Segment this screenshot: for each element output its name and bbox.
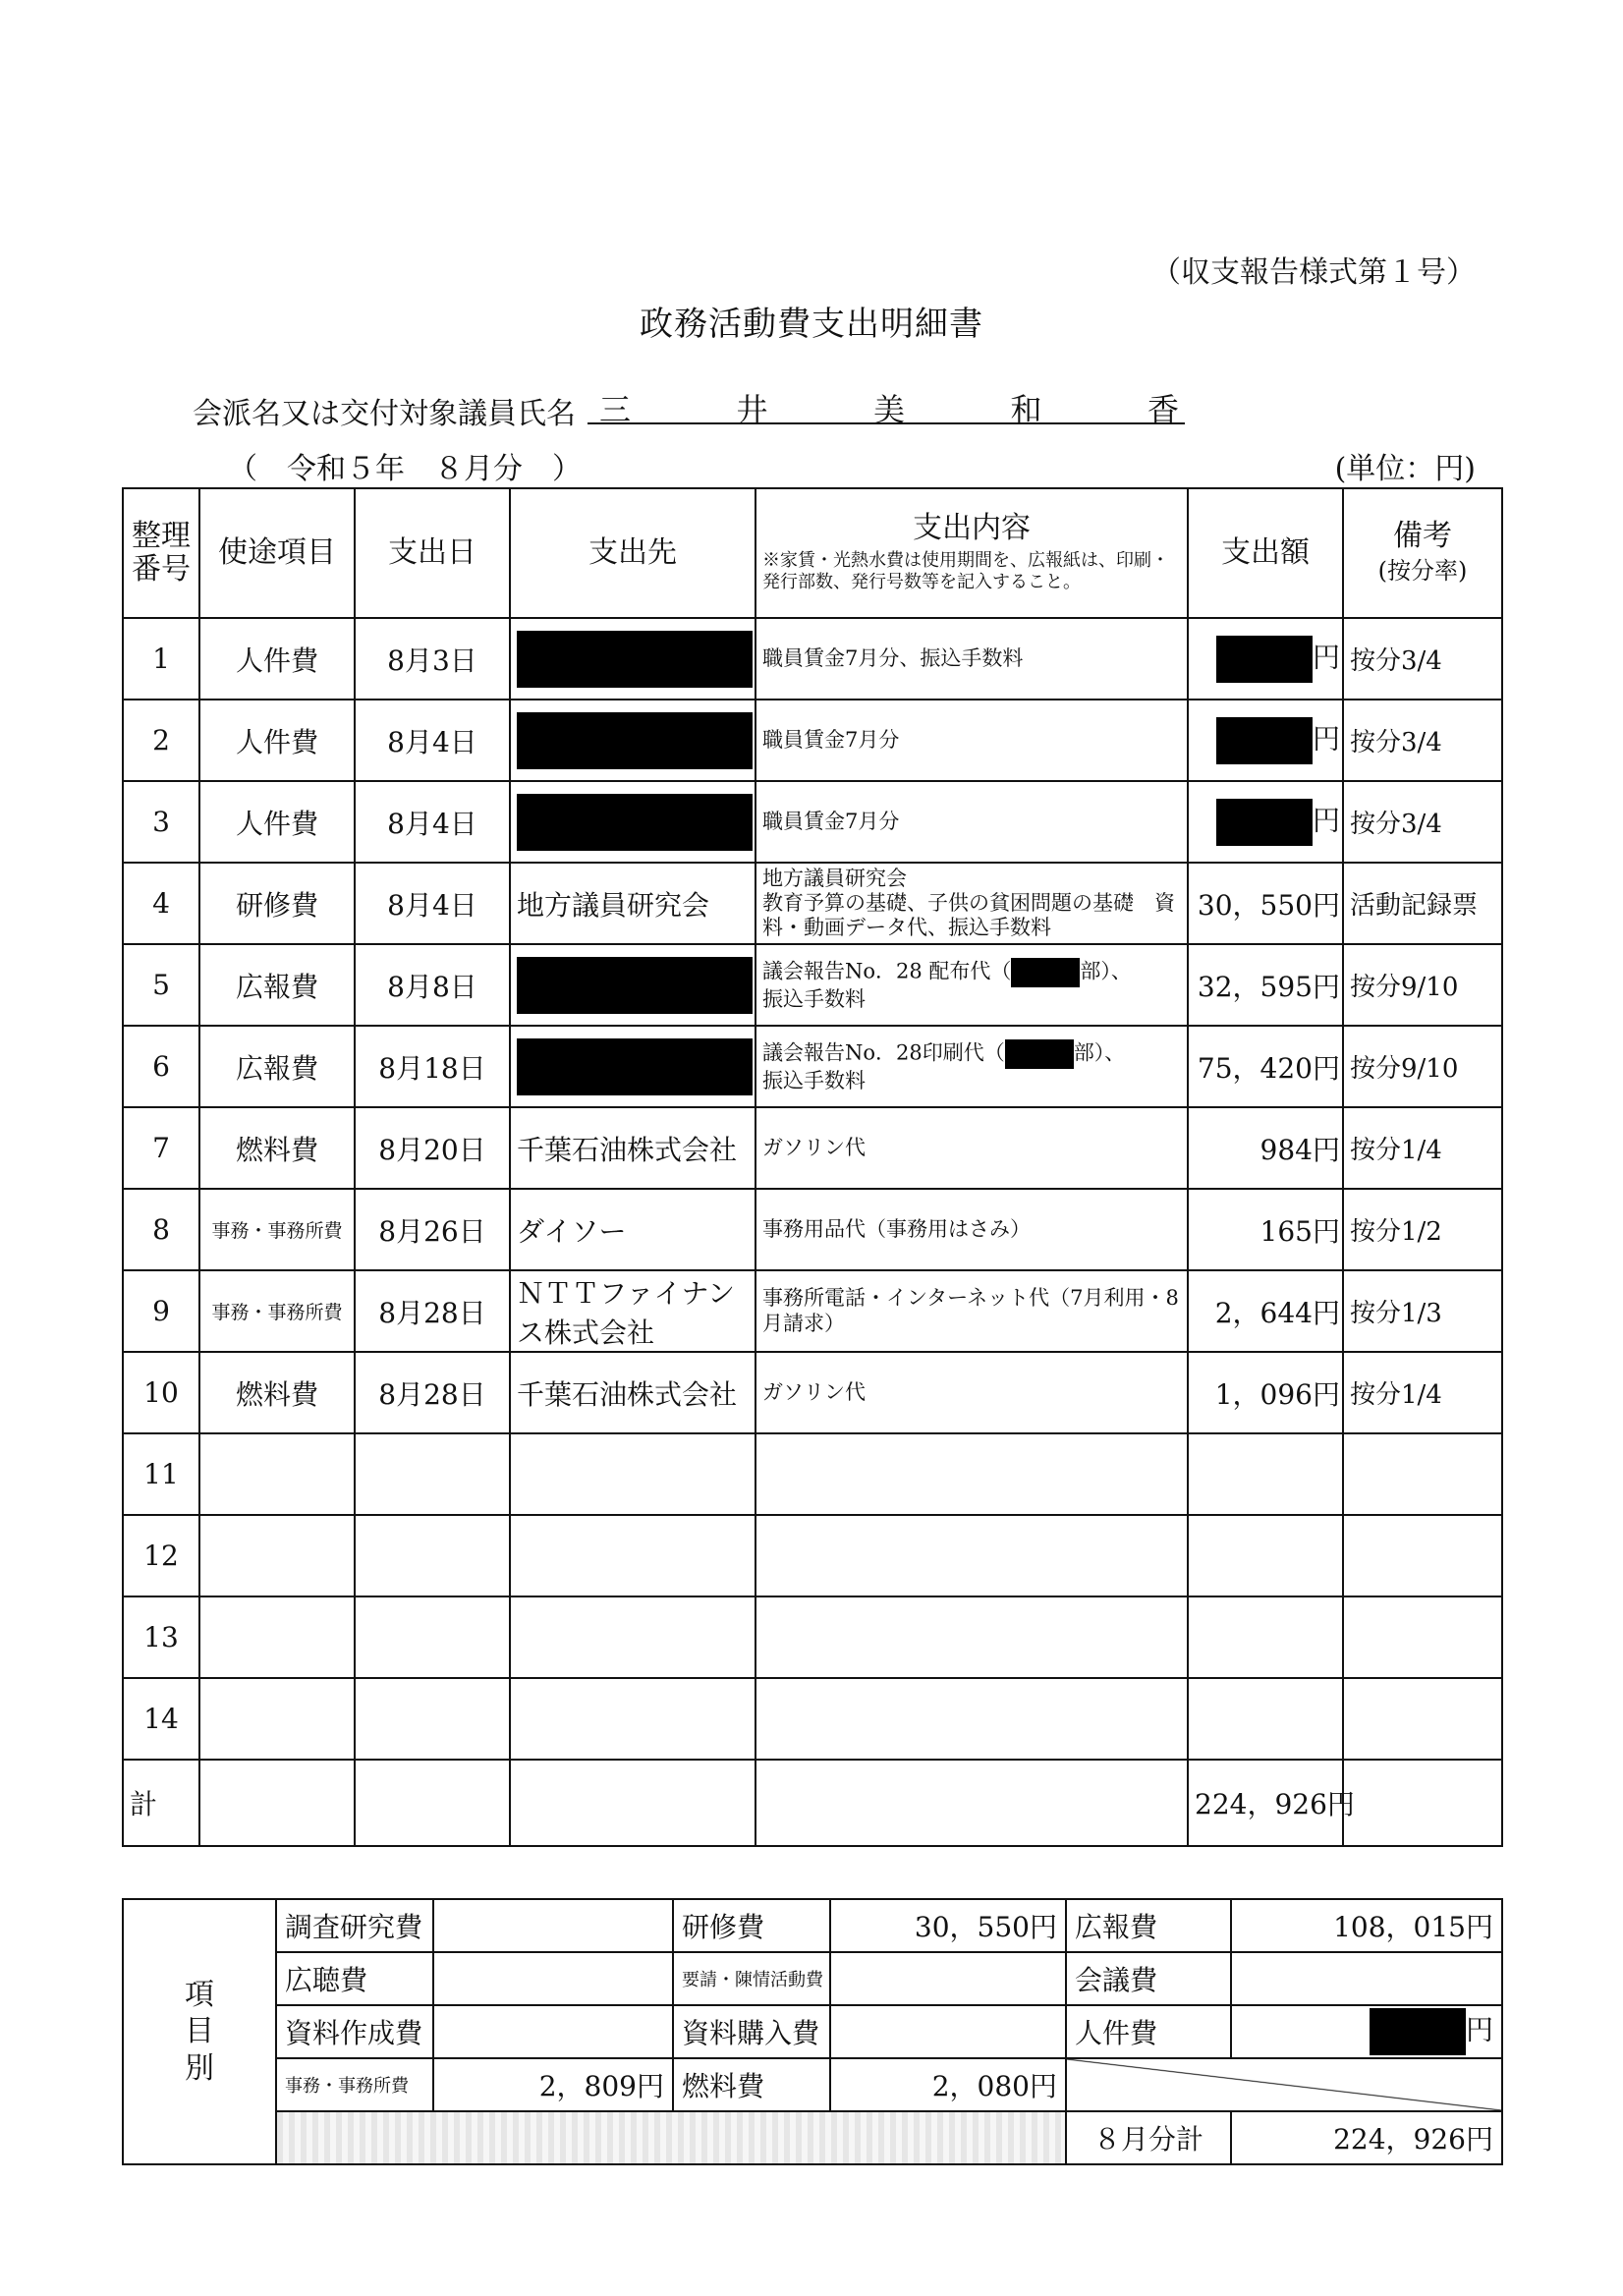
table-row bbox=[123, 863, 1502, 944]
amount-suffix: 円 bbox=[1312, 1133, 1340, 1166]
table-row bbox=[123, 1515, 1502, 1596]
row-payee: ダイソー bbox=[510, 1189, 756, 1270]
row-category: 事務・事務所費 bbox=[199, 1189, 355, 1270]
table-row bbox=[123, 1678, 1502, 1760]
row-date: 8月18日 bbox=[355, 1026, 510, 1107]
header-content-title: 支出内容 bbox=[913, 511, 1031, 546]
row-remarks bbox=[1343, 1678, 1502, 1760]
redaction-box bbox=[1011, 958, 1080, 987]
row-category: 広報費 bbox=[199, 944, 355, 1026]
row-amount bbox=[1188, 1678, 1343, 1760]
row-number: 11 bbox=[123, 1433, 199, 1515]
row-number: 1 bbox=[123, 618, 199, 700]
content-text: 部）、 bbox=[1073, 1040, 1126, 1065]
amount-suffix: 円 bbox=[1312, 1377, 1340, 1411]
meeting-label: 会議費 bbox=[1066, 1952, 1231, 2005]
row-remarks: 按分3/4 bbox=[1343, 700, 1502, 781]
pr-value: 108，015円 bbox=[1231, 1899, 1502, 1952]
table-row bbox=[123, 1270, 1502, 1352]
name-label: 会派名又は交付対象議員氏名 bbox=[193, 397, 576, 431]
redaction-box bbox=[517, 1038, 753, 1095]
amount-suffix: 円 bbox=[1312, 888, 1340, 922]
content-text: 職員賃金7月分 bbox=[762, 809, 900, 833]
row-payee bbox=[510, 1596, 756, 1678]
row-number: 13 bbox=[123, 1596, 199, 1678]
row-category: 人件費 bbox=[199, 781, 355, 863]
row-content bbox=[756, 1107, 1188, 1189]
row-number: 10 bbox=[123, 1352, 199, 1433]
docs-make-value bbox=[433, 2005, 673, 2058]
content-text: 部）、 bbox=[1080, 959, 1132, 983]
row-remarks bbox=[1343, 1515, 1502, 1596]
row-payee: 千葉石油株式会社 bbox=[510, 1352, 756, 1433]
summary-row bbox=[123, 1952, 1502, 2005]
summary-row bbox=[123, 2058, 1502, 2111]
row-content bbox=[756, 1189, 1188, 1270]
research-value bbox=[433, 1899, 673, 1952]
row-category bbox=[199, 1596, 355, 1678]
row-payee bbox=[510, 1678, 756, 1760]
row-category: 研修費 bbox=[199, 863, 355, 944]
total-row bbox=[123, 1760, 1502, 1846]
row-date: 8月20日 bbox=[355, 1107, 510, 1189]
row-payee: 地方議員研究会 bbox=[510, 863, 756, 944]
name-char: 美 bbox=[872, 391, 905, 428]
redaction-box bbox=[517, 712, 753, 769]
petition-value bbox=[830, 1952, 1066, 2005]
content-text: ガソリン代 bbox=[762, 1135, 866, 1159]
docs-buy-value bbox=[830, 2005, 1066, 2058]
content-text: 事務用品代（事務用はさみ） bbox=[762, 1216, 1031, 1241]
amount-value: 1，096 bbox=[1214, 1377, 1313, 1411]
content-text: 振込手数料 bbox=[762, 1068, 866, 1092]
row-content bbox=[756, 1678, 1188, 1760]
row-amount bbox=[1188, 1352, 1343, 1433]
amount-value: 30，550 bbox=[1197, 888, 1313, 922]
header-remarks-title: 備考 bbox=[1393, 518, 1452, 553]
row-number: 6 bbox=[123, 1026, 199, 1107]
row-category bbox=[199, 1433, 355, 1515]
content-text: ガソリン代 bbox=[762, 1379, 866, 1404]
personnel-label: 人件費 bbox=[1066, 2005, 1231, 2058]
row-remarks: 活動記録票 bbox=[1343, 863, 1502, 944]
name-char: 三 bbox=[599, 391, 632, 428]
month-total-value: 224，926円 bbox=[1231, 2111, 1502, 2164]
row-remarks: 按分1/2 bbox=[1343, 1189, 1502, 1270]
row-category: 人件費 bbox=[199, 618, 355, 700]
total-amount: 224，926円 bbox=[1188, 1760, 1343, 1846]
row-remarks: 按分1/4 bbox=[1343, 1352, 1502, 1433]
row-content bbox=[756, 1026, 1188, 1107]
amount-value: 165 bbox=[1259, 1214, 1313, 1248]
office-value: 2，809円 bbox=[433, 2058, 673, 2111]
meeting-value bbox=[1231, 1952, 1502, 2005]
row-content bbox=[756, 781, 1188, 863]
name-char: 香 bbox=[1147, 391, 1179, 428]
document-title: 政務活動費支出明細書 bbox=[640, 305, 983, 344]
row-amount bbox=[1188, 618, 1343, 700]
row-payee bbox=[510, 700, 756, 781]
row-content bbox=[756, 618, 1188, 700]
row-date: 8月8日 bbox=[355, 944, 510, 1026]
report-period: （ 令和５年 ８月分 ） bbox=[228, 452, 582, 486]
row-content bbox=[756, 1433, 1188, 1515]
amount-suffix: 円 bbox=[1312, 970, 1340, 1003]
content-text: 職員賃金7月分、振込手数料 bbox=[762, 645, 1024, 670]
table-row bbox=[123, 700, 1502, 781]
row-payee bbox=[510, 1026, 756, 1107]
row-payee bbox=[510, 618, 756, 700]
header-content bbox=[756, 488, 1188, 618]
row-remarks: 按分9/10 bbox=[1343, 944, 1502, 1026]
row-content bbox=[756, 863, 1188, 944]
row-content bbox=[756, 944, 1188, 1026]
petition-label: 要請・陳情活動費 bbox=[673, 1952, 830, 2005]
content-text: 振込手数料 bbox=[762, 986, 866, 1011]
training-value: 30，550円 bbox=[830, 1899, 1066, 1952]
row-date: 8月3日 bbox=[355, 618, 510, 700]
row-remarks: 按分1/3 bbox=[1343, 1270, 1502, 1352]
amount-value: 984 bbox=[1259, 1133, 1313, 1166]
redaction-box bbox=[517, 631, 753, 688]
row-amount bbox=[1188, 944, 1343, 1026]
content-text: 議会報告No．28印刷代（ bbox=[762, 1040, 1005, 1065]
category-summary-table bbox=[122, 1898, 1503, 2165]
table-row bbox=[123, 781, 1502, 863]
total-label: 計 bbox=[123, 1760, 199, 1846]
row-date: 8月4日 bbox=[355, 863, 510, 944]
row-amount bbox=[1188, 1270, 1343, 1352]
row-number: 3 bbox=[123, 781, 199, 863]
name-underline bbox=[588, 422, 1185, 424]
fuel-value: 2，080円 bbox=[830, 2058, 1066, 2111]
redaction-box bbox=[1216, 717, 1313, 764]
row-category bbox=[199, 1515, 355, 1596]
table-row bbox=[123, 1433, 1502, 1515]
row-date: 8月4日 bbox=[355, 781, 510, 863]
row-remarks bbox=[1343, 1433, 1502, 1515]
row-date: 8月28日 bbox=[355, 1270, 510, 1352]
redaction-box bbox=[1216, 636, 1313, 683]
header-remarks bbox=[1343, 488, 1502, 618]
row-amount bbox=[1188, 1026, 1343, 1107]
row-amount bbox=[1188, 863, 1343, 944]
amount-suffix: 円 bbox=[1312, 1296, 1340, 1329]
row-remarks: 按分1/4 bbox=[1343, 1107, 1502, 1189]
row-amount bbox=[1188, 1189, 1343, 1270]
header-no: 整理番号 bbox=[123, 488, 199, 618]
office-label: 事務・事務所費 bbox=[276, 2058, 433, 2111]
table-row bbox=[123, 1596, 1502, 1678]
row-amount bbox=[1188, 1596, 1343, 1678]
row-content bbox=[756, 1352, 1188, 1433]
table-row bbox=[123, 1107, 1502, 1189]
summary-total-row bbox=[123, 2111, 1502, 2164]
row-content bbox=[756, 700, 1188, 781]
amount-value: 2，644 bbox=[1214, 1296, 1313, 1329]
row-payee: 千葉石油株式会社 bbox=[510, 1107, 756, 1189]
amount-suffix: 円 bbox=[1312, 1051, 1340, 1085]
redaction-box bbox=[517, 957, 753, 1014]
unit-label: (単位：円) bbox=[1334, 452, 1476, 486]
row-number: 12 bbox=[123, 1515, 199, 1596]
row-category: 広報費 bbox=[199, 1026, 355, 1107]
row-date bbox=[355, 1678, 510, 1760]
redaction-box bbox=[517, 794, 753, 851]
row-number: 9 bbox=[123, 1270, 199, 1352]
content-text: 地方議員研究会 bbox=[762, 866, 907, 890]
row-number: 7 bbox=[123, 1107, 199, 1189]
header-payee: 支出先 bbox=[510, 488, 756, 618]
summary-side-label: 項目別 bbox=[123, 1899, 276, 2164]
table-row bbox=[123, 1189, 1502, 1270]
hearing-value bbox=[433, 1952, 673, 2005]
table-header-row bbox=[123, 488, 1502, 618]
row-payee bbox=[510, 1515, 756, 1596]
row-date: 8月26日 bbox=[355, 1189, 510, 1270]
row-category: 人件費 bbox=[199, 700, 355, 781]
row-number: 8 bbox=[123, 1189, 199, 1270]
row-number: 5 bbox=[123, 944, 199, 1026]
redaction-box bbox=[1370, 2008, 1466, 2055]
row-amount bbox=[1188, 700, 1343, 781]
table-row bbox=[123, 944, 1502, 1026]
amount-suffix: 円 bbox=[1312, 641, 1340, 673]
summary-row bbox=[123, 1899, 1502, 1952]
fuel-label: 燃料費 bbox=[673, 2058, 830, 2111]
amount-suffix: 円 bbox=[1312, 804, 1340, 836]
row-remarks: 按分3/4 bbox=[1343, 618, 1502, 700]
research-label: 調査研究費 bbox=[276, 1899, 433, 1952]
row-payee: ＮＴＴファイナンス株式会社 bbox=[510, 1270, 756, 1352]
row-category: 燃料費 bbox=[199, 1352, 355, 1433]
hearing-label: 広聴費 bbox=[276, 1952, 433, 2005]
content-text: 議会報告No．28 配布代（ bbox=[762, 959, 1012, 983]
row-date: 8月4日 bbox=[355, 700, 510, 781]
amount-value: 32，595 bbox=[1197, 970, 1313, 1003]
row-category bbox=[199, 1678, 355, 1760]
row-amount bbox=[1188, 1433, 1343, 1515]
row-amount bbox=[1188, 781, 1343, 863]
row-payee bbox=[510, 944, 756, 1026]
row-content bbox=[756, 1270, 1188, 1352]
amount-suffix: 円 bbox=[1312, 1214, 1340, 1248]
redaction-box bbox=[1005, 1039, 1074, 1069]
row-date bbox=[355, 1515, 510, 1596]
training-label: 研修費 bbox=[673, 1899, 830, 1952]
pr-label: 広報費 bbox=[1066, 1899, 1231, 1952]
redaction-box bbox=[1216, 799, 1313, 846]
content-text: 教育予算の基礎、子供の貧困問題の基礎 資料・動画データ代、振込手数料 bbox=[762, 890, 1175, 940]
name-char: 井 bbox=[736, 391, 768, 428]
docs-make-label: 資料作成費 bbox=[276, 2005, 433, 2058]
amount-suffix: 円 bbox=[1312, 722, 1340, 755]
table-row bbox=[123, 618, 1502, 700]
table-row bbox=[123, 1026, 1502, 1107]
row-amount bbox=[1188, 1107, 1343, 1189]
summary-blank-area bbox=[276, 2111, 1066, 2164]
header-remarks-sub: (按分率) bbox=[1377, 557, 1468, 585]
row-date bbox=[355, 1596, 510, 1678]
row-remarks: 按分9/10 bbox=[1343, 1026, 1502, 1107]
header-content-note: ※家賃・光熱水費は使用期間を、広報紙は、印刷・発行部数、発行号数等を記入すること。 bbox=[762, 549, 1169, 593]
table-row bbox=[123, 1352, 1502, 1433]
summary-row bbox=[123, 2005, 1502, 2058]
month-total-label: ８月分計 bbox=[1066, 2111, 1231, 2164]
header-category: 使途項目 bbox=[199, 488, 355, 618]
summary-diagonal-cell bbox=[1066, 2058, 1502, 2111]
row-remarks bbox=[1343, 1596, 1502, 1678]
row-number: 2 bbox=[123, 700, 199, 781]
row-amount bbox=[1188, 1515, 1343, 1596]
header-date: 支出日 bbox=[355, 488, 510, 618]
row-category: 燃料費 bbox=[199, 1107, 355, 1189]
row-payee bbox=[510, 1433, 756, 1515]
row-number: 4 bbox=[123, 863, 199, 944]
header-amount: 支出額 bbox=[1188, 488, 1343, 618]
row-remarks: 按分3/4 bbox=[1343, 781, 1502, 863]
amount-value: 75，420 bbox=[1197, 1051, 1313, 1085]
personnel-value: 円 bbox=[1231, 2005, 1502, 2058]
row-date bbox=[355, 1433, 510, 1515]
row-date: 8月28日 bbox=[355, 1352, 510, 1433]
name-char: 和 bbox=[1010, 391, 1042, 428]
content-text: 職員賃金7月分 bbox=[762, 727, 900, 752]
row-content bbox=[756, 1515, 1188, 1596]
content-text: 事務所電話・インターネット代（7月利用・8月請求） bbox=[762, 1286, 1179, 1335]
row-number: 14 bbox=[123, 1678, 199, 1760]
row-payee bbox=[510, 781, 756, 863]
form-number: （収支報告様式第１号） bbox=[1151, 255, 1476, 290]
expenditure-table bbox=[122, 487, 1503, 1847]
docs-buy-label: 資料購入費 bbox=[673, 2005, 830, 2058]
row-category: 事務・事務所費 bbox=[199, 1270, 355, 1352]
row-content bbox=[756, 1596, 1188, 1678]
